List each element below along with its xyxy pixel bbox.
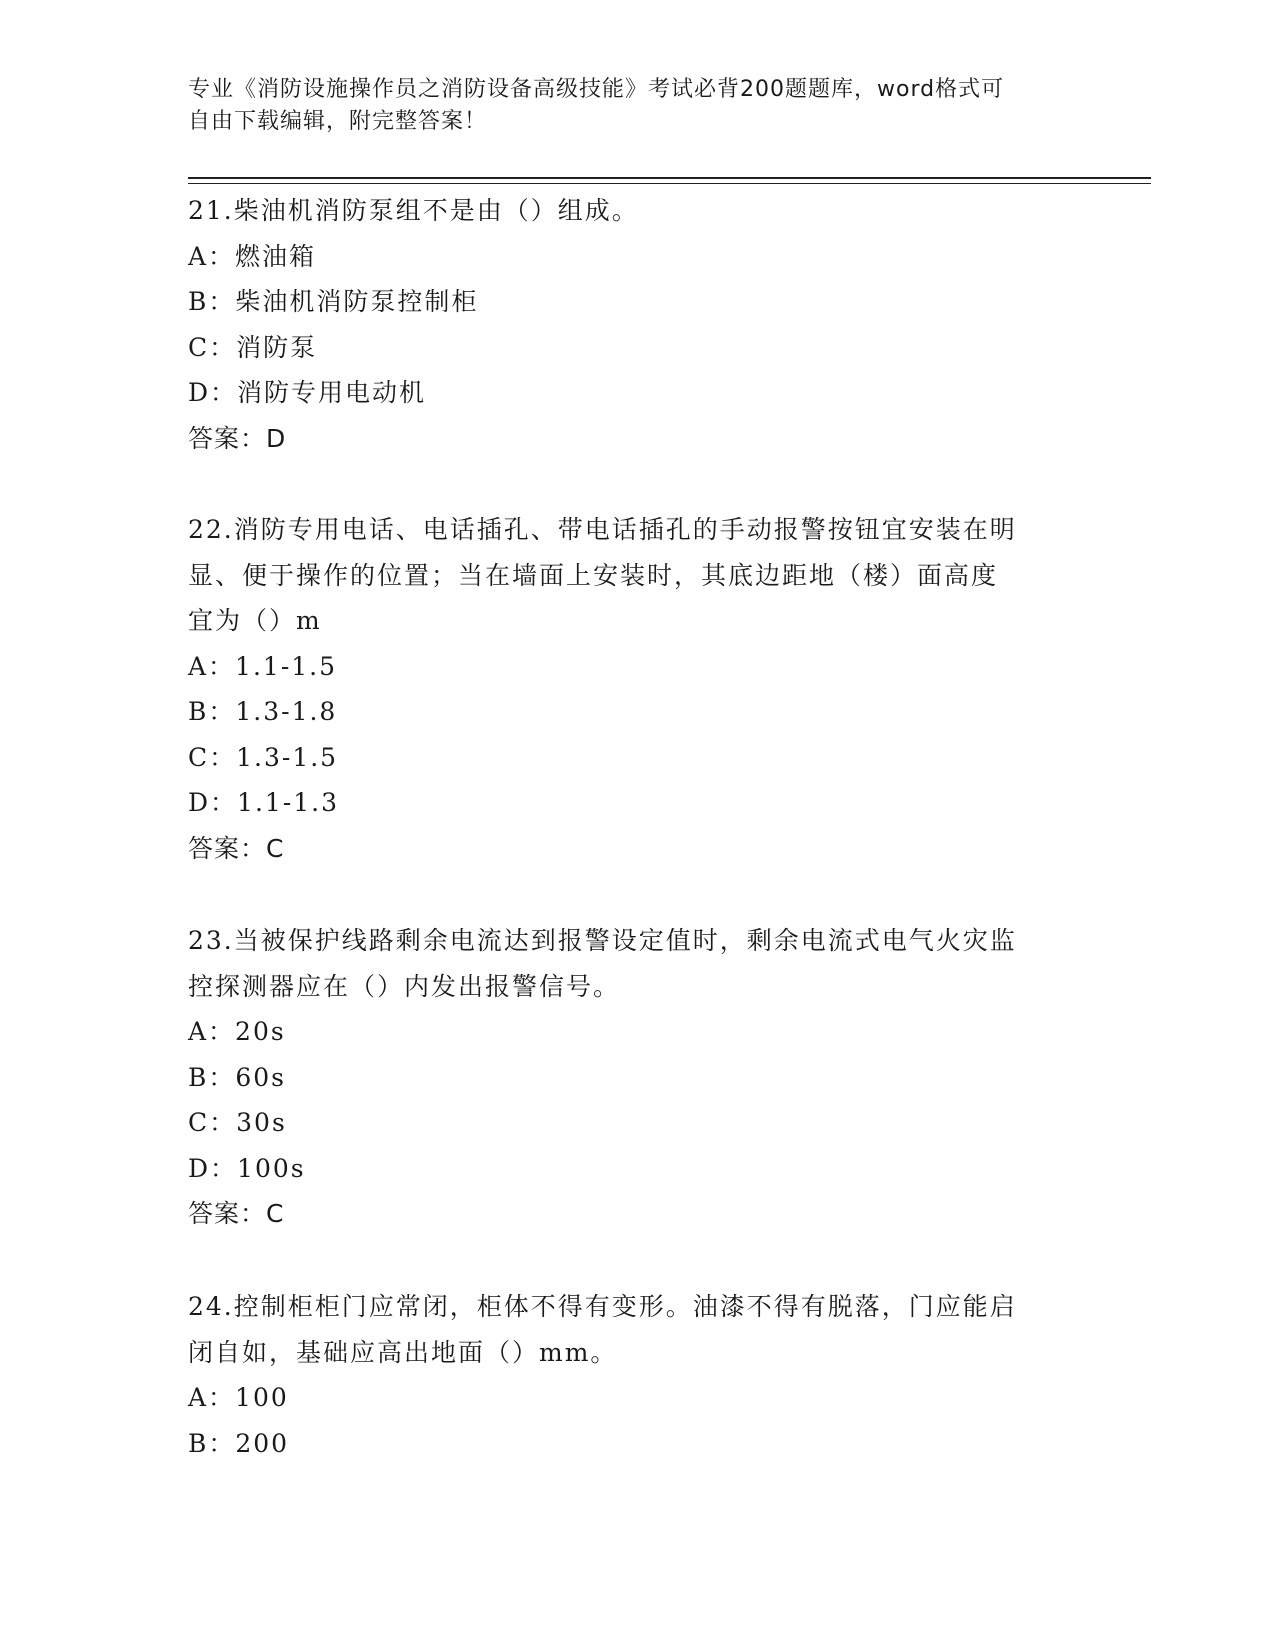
question-stem-continued: 闭自如，基础应高出地面（）mm。 <box>188 1337 618 1367</box>
option-b: B：200 <box>188 1428 290 1458</box>
question-24 <box>188 1284 1088 1466</box>
question-22 <box>188 507 1088 871</box>
option-d: D：100s <box>188 1153 306 1183</box>
option-a: A：1.1-1.5 <box>188 651 338 681</box>
option-b: B：60s <box>188 1062 287 1092</box>
question-stem: 21.柴油机消防泵组不是由（）组成。 <box>188 196 639 225</box>
option-c: C：30s <box>188 1108 287 1137</box>
header-divider-thin <box>188 183 1151 184</box>
question-stem-continued: 控探测器应在（）内发出报警信号。 <box>188 971 621 1001</box>
option-b: B：1.3-1.8 <box>188 697 338 726</box>
option-c: C：消防泵 <box>188 332 318 362</box>
question-stem: 23.当被保护线路剩余电流达到报警设定值时，剩余电流式电气火灾监 <box>188 926 1017 955</box>
header-title-line-2: 自由下载编辑，附完整答案！ <box>188 109 488 134</box>
option-a: A：100 <box>188 1383 289 1412</box>
option-a: A：燃油箱 <box>188 241 317 271</box>
question-stem: 24.控制柜柜门应常闭，柜体不得有变形。油漆不得有脱落，门应能启 <box>188 1292 1017 1321</box>
header-title-line-1: 专业《消防设施操作员之消防设备高级技能》考试必背200题题库，word格式可 <box>188 77 1005 102</box>
option-d: D：1.1-1.3 <box>188 788 340 817</box>
option-b: B：柴油机消防泵控制柜 <box>188 287 479 316</box>
option-d: D：消防专用电动机 <box>188 378 427 407</box>
question-stem-continued: 显、便于操作的位置；当在墙面上安装时，其底边距地（楼）面高度 <box>188 560 999 590</box>
option-a: A：20s <box>188 1017 286 1046</box>
question-23 <box>188 918 1088 1237</box>
document-header <box>188 74 1068 138</box>
question-21 <box>188 188 1088 461</box>
question-stem: 22.消防专用电话、电话插孔、带电话插孔的手动报警按钮宜安装在明 <box>188 515 1017 544</box>
header-divider-thick <box>188 177 1151 179</box>
answer-label: 答案：D <box>188 423 287 453</box>
option-c: C：1.3-1.5 <box>188 742 339 772</box>
answer-label: 答案：C <box>188 1199 285 1228</box>
answer-label: 答案：C <box>188 833 285 863</box>
question-stem-continued: 宜为（）m <box>188 606 322 635</box>
